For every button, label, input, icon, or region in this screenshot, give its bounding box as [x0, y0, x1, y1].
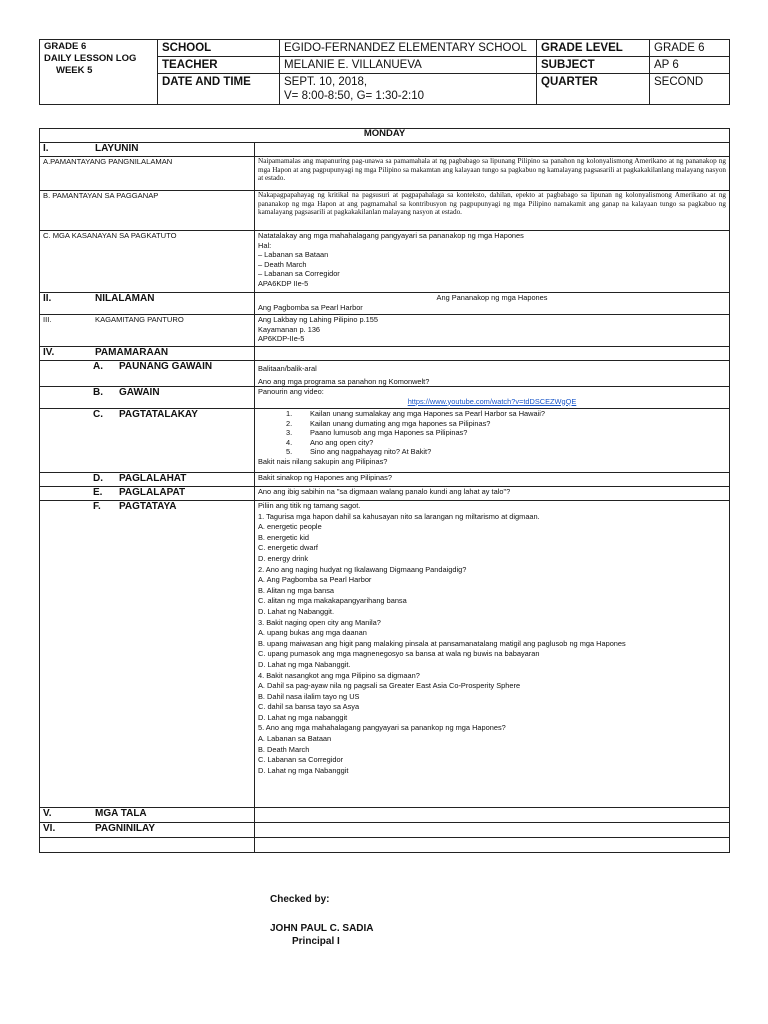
subject-label: SUBJECT — [537, 57, 650, 74]
signature-block — [270, 893, 374, 948]
section-paunang-gawain: A. PAUNANG GAWAIN — [40, 361, 255, 387]
time-line: V= 8:00-8:50, G= 1:30-2:10 — [284, 90, 425, 102]
subject-value: AP 6 — [650, 57, 730, 74]
pagganap-label: B. PAMANTAYAN SA PAGGANAP — [40, 191, 255, 231]
kagamitan-text: Ang Lakbay ng Lahing Pilipino p.155 Kayamanan p. 136 AP6KDP-IIe-5 — [255, 315, 730, 347]
pagtataya-text: Piliin ang titik ng tamang sagot. 1. Tagurisa mga hapon dahil sa kahusayan nito sa larangan ng miltarismo at digmaan. A. energetic people B. energetic kid C. energetic dwarf D. energy drink 2. Ano ang naging hudyat ng Ikalawang Digmaang Pandaigdig? A. Ang Pagbomba sa Pearl Harbor B. Alitan ng mga bansa C. alitan ng mga makakapangyarihang bansa D. Lahat ng Nabanggit. 3. Bakit naging open city ang Manila? A. upang bukas ang mga daanan B. upang maiwasan ang higit pang malaking pinsala at pansamanatalang matigil ang paglusob ng mga Hapones C. upang pumasok ang mga magnenegosyo sa bansa at wala ng buwis na babayaran D. Lahat ng mga Nabanggit. 4. Bakit nasangkot ang mga Pilipino sa digmaan? A. Dahil sa pag-ayaw nila ng pagsali sa Greater East Asia Co-Prosperity Sphere B. Dahil nasa ilalim tayo ng US C. dahil sa bansa tayo sa Asya D. Lahat ng mga nabanggit 5. Ano ang mga mahahalagang pangyayari sa panankop ng mga Hapones? A. Labanan sa Bataan B. Death March C. Labanan sa Corregidor D. Lahat ng mga Nabanggit — [255, 501, 730, 808]
principal-name: JOHN PAUL C. SADIA — [270, 923, 374, 934]
section-layunin: I. LAYUNIN — [40, 143, 255, 157]
section-nilalaman: II. NILALAMAN — [40, 293, 255, 315]
teacher-label: TEACHER — [158, 57, 280, 74]
paunang-text: Balitaan/balik-aral Ano ang mga programa sa panahon ng Komonwelt? — [255, 361, 730, 387]
section-pamamaraan: IV. PAMAMARAAN — [40, 347, 255, 361]
section-pagtataya: F. PAGTATAYA — [40, 501, 255, 808]
section-pagninilay: VI. PAGNINILAY — [40, 823, 255, 838]
pagganap-text: Nakapagpapahayag ng kritikal na pagsusuri at pagpapahalaga sa konteksto, dahilan, epekto at pagbabago sa lipunan ng kolonyalismong Amerikano at ng pananakop ng mga Hapon at ang pagmamahal sa kontribusyon ng pagpupunyagi ng mga Pilipino namakamit ang ganap na kalayaan tungo sa pagkabuo ng kamalayang pagsasarili at pagkakakilanlan malayang nasyon at estado. — [255, 191, 730, 231]
question-item: 4. Ano ang open city? — [286, 437, 374, 447]
empty-row — [40, 838, 255, 853]
quarter-value: SECOND — [650, 74, 730, 105]
section-kagamitan: III. KAGAMITANG PANTURO — [40, 315, 255, 347]
header-left-cell — [40, 40, 158, 105]
date-value — [280, 74, 537, 105]
video-link[interactable]: https://www.youtube.com/watch?v=tdDSCEZWgQE — [407, 396, 577, 406]
pangnilalaman-label: A.PAMANTAYANG PANGNILALAMAN — [40, 157, 255, 191]
section-mga-tala: V. MGA TALA — [40, 808, 255, 823]
checked-by: Checked by: — [270, 894, 330, 905]
dll-line: DAILY LESSON LOG — [44, 53, 137, 64]
question-item: 2. Kailan unang dumating ang mga hapones sa Pilipinas? — [286, 418, 491, 428]
date-label: DATE AND TIME — [158, 74, 280, 105]
paglalapat-text: Ano ang ibig sabihin na "sa digmaan walang panalo kundi ang lahat ay talo"? — [255, 487, 730, 501]
kasanayan-text: Natatalakay ang mga mahahalagang pangyayari sa pananakop ng mga Hapones Hal: – Labanan sa Bataan – Death March – Labanan sa Corregidor APA6KDP IIe-5 — [255, 231, 730, 293]
kasanayan-label: C. MGA KASANAYAN SA PAGKATUTO — [40, 231, 255, 293]
school-value: EGIDO-FERNANDEZ ELEMENTARY SCHOOL — [280, 40, 537, 57]
week-line: WEEK 5 — [56, 65, 93, 76]
question-item: 1. Kailan unang sumalakay ang mga Hapones sa Pearl Harbor sa Hawaii? — [286, 409, 545, 418]
section-paglalahat: D. PAGLALAHAT — [40, 473, 255, 487]
nilalaman-text: Ang Pananakop ng mga Hapones Ang Pagbomba sa Pearl Harbor — [255, 293, 730, 315]
header-table — [39, 39, 730, 105]
grade-level-label: GRADE LEVEL — [537, 40, 650, 57]
section-gawain: B. GAWAIN — [40, 387, 255, 409]
paglalahat-text: Bakit sinakop ng Hapones ang Pilipinas? — [255, 473, 730, 487]
day-title: MONDAY — [40, 129, 730, 143]
grade-line: GRADE 6 — [44, 41, 87, 52]
pangnilalaman-text: Naipamamalas ang mapanuring pag-unawa sa pamamahala at ng pagbabago sa lipunang Pilipino sa panahon ng kolonyalismong Amerikano at ng pananakop ng mga Hapon at ang pagpupunyagi ng mga Pilipino sa makamtan ang kalayaan tungo sa pagkabuo ng kamalayang pagsasarili at pagkakakilanlang malayang nasyon at estado. — [255, 157, 730, 191]
section-pagtatalakay: C. PAGTATALAKAY — [40, 409, 255, 473]
school-label: SCHOOL — [158, 40, 280, 57]
question-item: 5. Sino ang nagpahayag nito? At Bakit? — [286, 447, 432, 456]
section-paglalapat: E. PAGLALAPAT — [40, 487, 255, 501]
teacher-value: MELANIE E. VILLANUEVA — [280, 57, 537, 74]
pagtatalakay-text: 1. Kailan unang sumalakay ang mga Hapones sa Pearl Harbor sa Hawaii? 2. Kailan unang dumating ang mga hapones sa Pilipinas? 3. Paano lumusob ang mga Hapones sa Pilipinas? 4. Ano ang open city? 5. Sino ang nagpahayag nito? At Bakit? Bakit nais nilang sakupin ang Pilipinas? — [255, 409, 730, 473]
lesson-table — [39, 128, 730, 853]
quarter-label: QUARTER — [537, 74, 650, 105]
grade-level-value: GRADE 6 — [650, 40, 730, 57]
principal-position: Principal I — [292, 936, 340, 947]
gawain-text: Panourin ang video: https://www.youtube.com/watch?v=tdDSCEZWgQE — [255, 387, 730, 409]
date-line: SEPT. 10, 2018, — [284, 76, 368, 88]
question-item: 3. Paano lumusob ang mga Hapones sa Pilipinas? — [286, 428, 468, 437]
